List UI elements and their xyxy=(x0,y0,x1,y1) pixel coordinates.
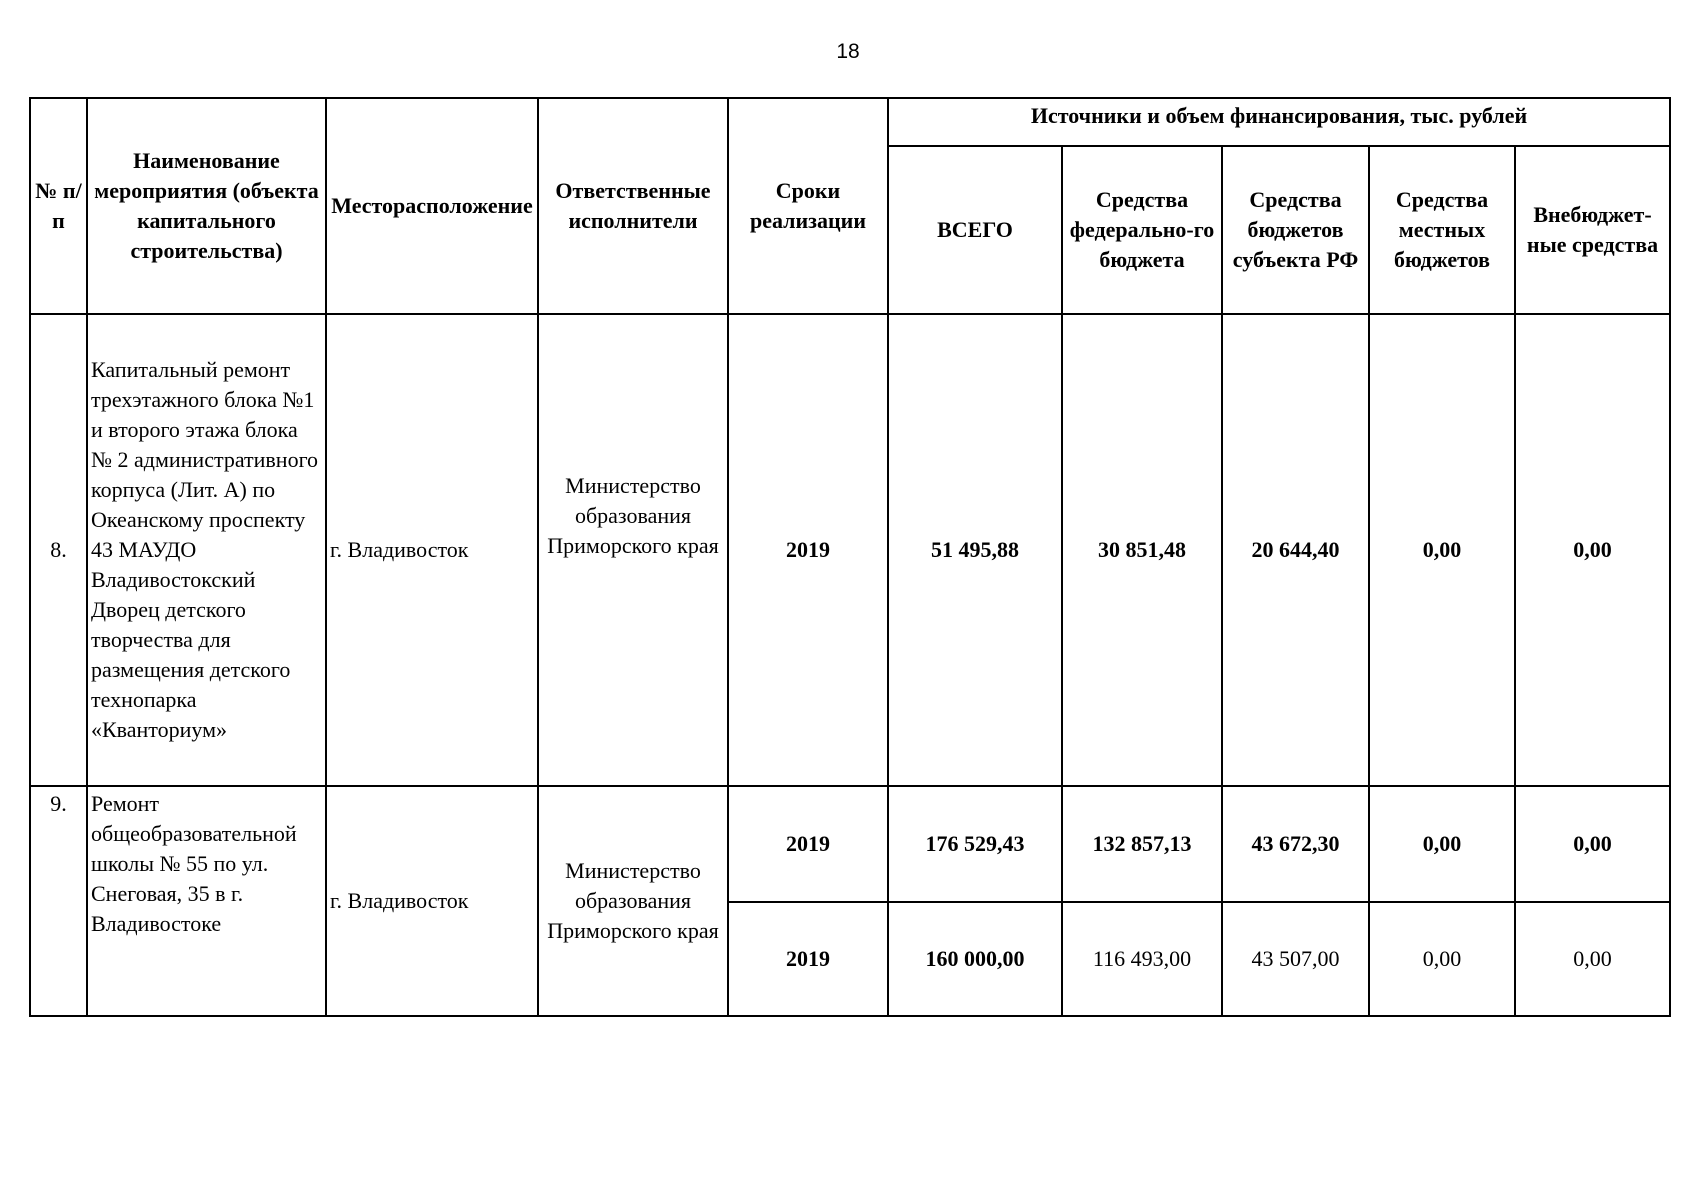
row-federal: 116 493,00 xyxy=(1062,902,1222,1016)
row-num: 9. xyxy=(30,786,87,1016)
row-total: 176 529,43 xyxy=(888,786,1062,902)
financing-table xyxy=(29,97,1671,1017)
header-executors: Ответственные исполнители xyxy=(538,98,728,314)
row-extra: 0,00 xyxy=(1515,786,1670,902)
header-num: № п/п xyxy=(30,98,87,314)
row-total: 51 495,88 xyxy=(888,314,1062,786)
header-total: ВСЕГО xyxy=(888,146,1062,314)
header-name: Наименование мероприятия (объекта капитального строительства) xyxy=(87,98,326,314)
row-federal: 30 851,48 xyxy=(1062,314,1222,786)
row-year: 2019 xyxy=(728,902,888,1016)
row-subject: 20 644,40 xyxy=(1222,314,1369,786)
header-terms: Сроки реализации xyxy=(728,98,888,314)
row-local: 0,00 xyxy=(1369,314,1515,786)
row-extra: 0,00 xyxy=(1515,314,1670,786)
row-name: Капитальный ремонт трехэтажного блока №1 и второго этажа блока № 2 административного корпуса (Лит. А) по Океанскому проспекту 43 МАУДО Владивостокский Дворец детского творчества для размещения детского технопарка «Кванториум» xyxy=(87,314,326,786)
row-year: 2019 xyxy=(728,314,888,786)
row-executor: Министерство образования Приморского края xyxy=(538,786,728,1016)
table-row xyxy=(30,314,1670,786)
page-number: 18 xyxy=(836,40,860,63)
row-total: 160 000,00 xyxy=(888,902,1062,1016)
header-local: Средства местных бюджетов xyxy=(1369,146,1515,314)
row-name: Ремонт общеобразовательной школы № 55 по ул. Снеговая, 35 в г. Владивостоке xyxy=(87,786,326,1016)
row-location: г. Владивосток xyxy=(326,314,538,786)
row-executor: Министерство образования Приморского края xyxy=(538,314,728,786)
header-extra: Внебюджет-ные средства xyxy=(1515,146,1670,314)
row-local: 0,00 xyxy=(1369,786,1515,902)
row-subject: 43 507,00 xyxy=(1222,902,1369,1016)
row-subject: 43 672,30 xyxy=(1222,786,1369,902)
header-location: Месторасположение xyxy=(326,98,538,314)
row-local: 0,00 xyxy=(1369,902,1515,1016)
header-row-1 xyxy=(30,98,1670,146)
row-year: 2019 xyxy=(728,786,888,902)
header-sources-group: Источники и объем финансирования, тыс. рублей xyxy=(888,98,1670,146)
header-federal: Средства федерально-го бюджета xyxy=(1062,146,1222,314)
table-row xyxy=(30,786,1670,902)
row-num: 8. xyxy=(30,314,87,786)
row-federal: 132 857,13 xyxy=(1062,786,1222,902)
row-location: г. Владивосток xyxy=(326,786,538,1016)
header-subject: Средства бюджетов субъекта РФ xyxy=(1222,146,1369,314)
row-extra: 0,00 xyxy=(1515,902,1670,1016)
